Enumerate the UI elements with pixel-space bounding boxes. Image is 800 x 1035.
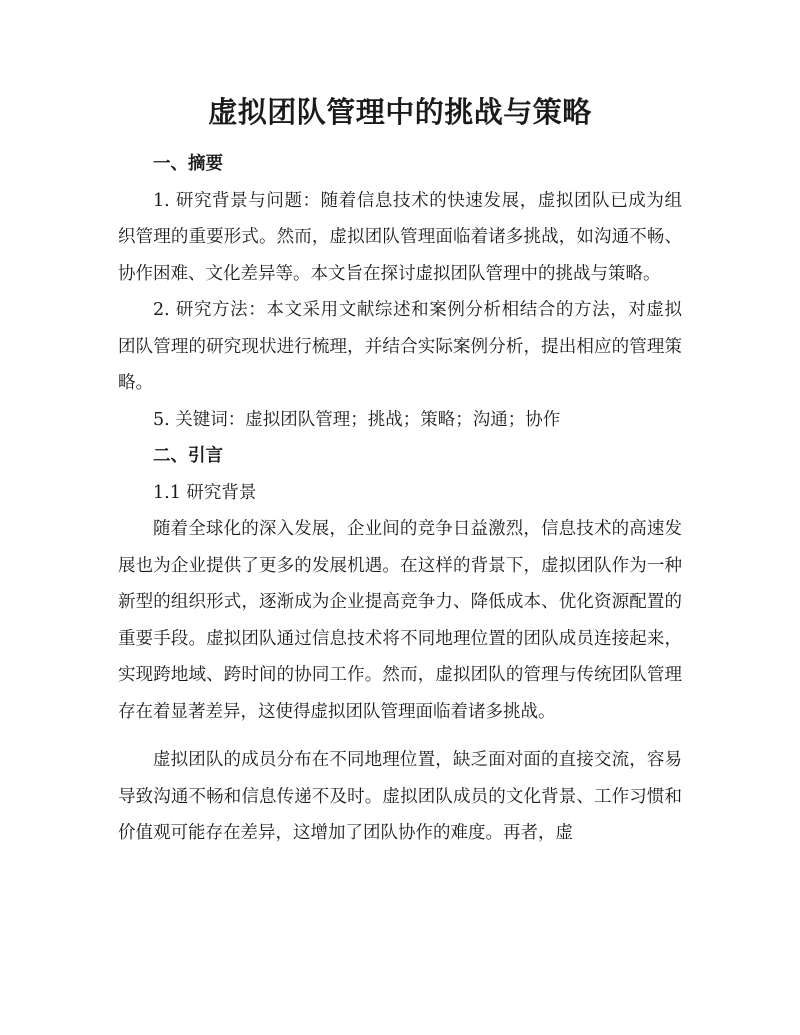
section-heading-abstract: 一、摘要 bbox=[153, 154, 223, 174]
document-body bbox=[118, 146, 682, 852]
subsection-heading-background: 1.1 研究背景 bbox=[153, 482, 257, 503]
intro-paragraph-1: 随着全球化的深入发展，企业间的竞争日益激烈，信息技术的高速发展也为企业提供了更多的发展机遇。在这样的背景下，虚拟团队作为一种新型的组织形式，逐渐成为企业提高竞争力、降低成本、优化资源配置的重要手段。虚拟团队通过信息技术将不同地理位置的团队成员连接起来，实现跨地域、跨时间的协同工作。然而，虚拟团队的管理与传统团队管理存在着显著差异，这使得虚拟团队管理面临着诸多挑战。 bbox=[118, 519, 682, 722]
abstract-item-method: 2. 研究方法：本文采用文献综述和案例分析相结合的方法，对虚拟团队管理的研究现状进行梳理，并结合实际案例分析，提出相应的管理策略。 bbox=[118, 300, 682, 393]
paragraph-gap bbox=[118, 730, 682, 742]
abstract-item-keywords: 5. 关键词：虚拟团队管理；挑战；策略；沟通；协作 bbox=[153, 409, 561, 430]
abstract-item-background: 1. 研究背景与问题：随着信息技术的快速发展，虚拟团队已成为组织管理的重要形式。然而，虚拟团队管理面临着诸多挑战，如沟通不畅、协作困难、文化差异等。本文旨在探讨虚拟团队管理中的挑战与策略。 bbox=[118, 190, 682, 284]
intro-paragraph-2: 虚拟团队的成员分布在不同地理位置，缺乏面对面的直接交流，容易导致沟通不畅和信息传递不及时。虚拟团队成员的文化背景、工作习惯和价值观可能存在差异，这增加了团队协作的难度。再者，虚 bbox=[118, 750, 682, 843]
section-heading-introduction: 二、引言 bbox=[153, 446, 223, 466]
page-title: 虚拟团队管理中的挑战与策略 bbox=[208, 95, 592, 129]
